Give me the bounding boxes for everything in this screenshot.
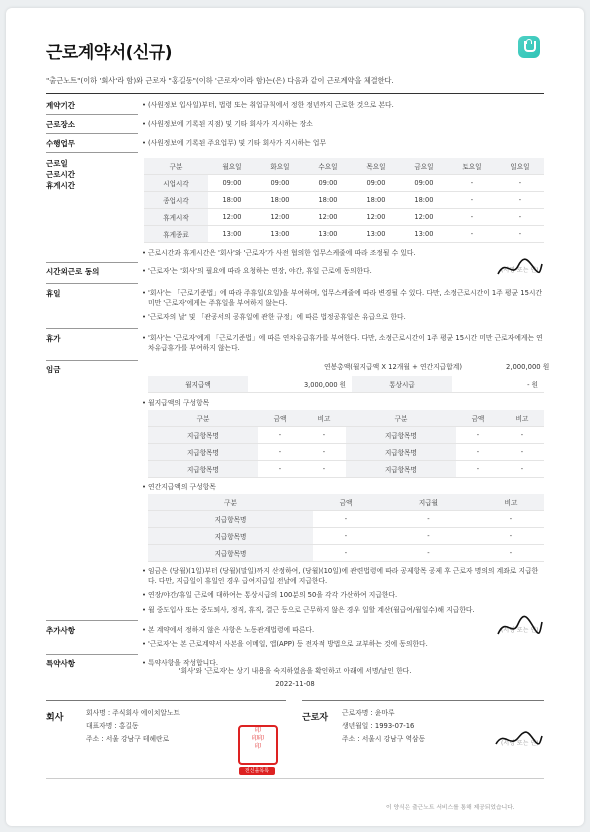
- table-header-cell: 구분: [148, 494, 313, 511]
- table-cell: 09:00: [400, 175, 448, 192]
- table-cell: 13:00: [304, 226, 352, 243]
- table-header-cell: 금요일: [400, 158, 448, 175]
- divider: [46, 700, 286, 701]
- app-logo-icon: [518, 36, 540, 58]
- footer-text: 이 양식은 출근노트 서비스를 통해 제공되었습니다.: [386, 805, 515, 811]
- table-cell: -: [258, 461, 302, 478]
- seal-caption: 전신을목록: [239, 767, 275, 775]
- intro-text: "출근노트"(이하 '회사'라 함)와 근로자 "홍길동"(이하 '근로자'이라 함)는(은) 다음과 같이 근로계약을 체결한다.: [46, 76, 394, 85]
- table-cell: 18:00: [352, 192, 400, 209]
- section-divider: [46, 114, 138, 115]
- signature-placeholder: (서명 또는 인): [501, 740, 539, 747]
- wage-note-1: • 임금은 (당월)(1일)부터 (당월)(말일)까지 산정하여, (당월)(10일)에 관련법령에 따라 공제항목 공제 후 근로자 명의의 계좌로 지급한다. 다만, 지급일이 휴일인 경우 급여지급일 전날에 지급한다.: [148, 566, 546, 586]
- monthly-items-table: [148, 410, 544, 478]
- divider: [302, 700, 544, 701]
- section-label-holiday: 휴일: [46, 289, 61, 298]
- monthly-items-body: [148, 427, 544, 478]
- table-header-cell: 구분: [144, 158, 208, 175]
- section-label-workhours: 근로시간: [46, 170, 75, 179]
- table-cell: -: [456, 461, 500, 478]
- table-cell: -: [500, 461, 544, 478]
- hours-note: • 근로시간과 휴게시간은 '회사'와 '근로자'가 사전 협의한 업무스케줄에 따라 조정될 수 있다.: [148, 248, 546, 258]
- table-cell: 13:00: [400, 226, 448, 243]
- holiday-text-2: • '근로자의 날' 및 「관공서의 공휴일에 관한 규정」에 따른 법정공휴일은 유급으로 한다.: [148, 312, 546, 322]
- monthly-item-row: [148, 444, 544, 461]
- section-label-special: 특약사항: [46, 659, 75, 668]
- section-label-period: 계약기간: [46, 101, 75, 110]
- table-cell: 휴게시작: [144, 209, 208, 226]
- table-cell: -: [478, 528, 544, 545]
- table-header-cell: 지급월: [379, 494, 478, 511]
- table-header-cell: 비고: [302, 410, 346, 427]
- duty-text: • (사원정보에 기록된 주요업무) 및 기타 회사가 지시하는 업무: [148, 138, 546, 148]
- table-cell: -: [379, 545, 478, 562]
- table-cell: -: [448, 209, 496, 226]
- annual-total-value: 2,000,000 원: [506, 363, 550, 371]
- table-cell: 09:00: [208, 175, 256, 192]
- table-cell: 18:00: [304, 192, 352, 209]
- table-header-cell: 금액: [456, 410, 500, 427]
- table-header-cell: 토요일: [448, 158, 496, 175]
- divider: [46, 93, 544, 94]
- monthly-value: 3,000,000 원: [248, 376, 352, 393]
- table-header-cell: 월요일: [208, 158, 256, 175]
- table-cell: 09:00: [304, 175, 352, 192]
- company-name: 회사명 : 주식회사 에이치알노트: [86, 709, 181, 717]
- section-label-place: 근로장소: [46, 120, 75, 129]
- schedule-row: [144, 175, 544, 192]
- table-cell: -: [302, 461, 346, 478]
- wage-summary-table: [148, 376, 544, 393]
- table-cell: 휴게종료: [144, 226, 208, 243]
- table-cell: 지급항목명: [148, 444, 258, 461]
- table-header-cell: 비고: [478, 494, 544, 511]
- table-cell: 지급항목명: [148, 461, 258, 478]
- table-cell: 13:00: [208, 226, 256, 243]
- table-cell: 09:00: [256, 175, 304, 192]
- page-title: 근로계약서(신규): [46, 43, 172, 63]
- table-cell: -: [258, 444, 302, 461]
- section-label-leave: 휴가: [46, 334, 61, 343]
- table-cell: 13:00: [256, 226, 304, 243]
- table-cell: 18:00: [256, 192, 304, 209]
- wage-note-2: • 연장/야간/휴일 근로에 대하여는 통상시급의 100분의 50을 각각 가산하여 지급한다.: [148, 590, 546, 600]
- table-header-cell: 일요일: [496, 158, 544, 175]
- table-header-cell: 구분: [346, 410, 456, 427]
- table-cell: -: [302, 444, 346, 461]
- section-divider: [46, 360, 138, 361]
- table-cell: 지급항목명: [346, 461, 456, 478]
- table-cell: 12:00: [208, 209, 256, 226]
- monthly-label: 월지급액: [148, 376, 248, 393]
- wage-note-3: • 월 중도입사 또는 중도퇴사, 정직, 휴직, 결근 등으로 근무하지 않은 경우 일할 계산(월급여/월일수)해 지급한다.: [148, 605, 546, 615]
- table-cell: 지급항목명: [346, 427, 456, 444]
- company-seal-icon: 印 印印 印: [238, 725, 278, 765]
- company-address: 주소 : 서울 강남구 테헤란로: [86, 735, 170, 743]
- schedule-row: [144, 192, 544, 209]
- table-cell: 지급항목명: [148, 528, 313, 545]
- table-cell: -: [478, 511, 544, 528]
- table-cell: 13:00: [352, 226, 400, 243]
- annual-total-label: 연봉총액(월지급액 X 12개월 + 연간지급합계): [324, 363, 462, 371]
- signature-icon: [492, 726, 544, 752]
- company-label: 회사: [46, 713, 64, 723]
- extra-text-1: • 본 계약에서 정하지 않은 사항은 노동관계법령에 따른다.: [148, 625, 478, 635]
- table-cell: 시업시각: [144, 175, 208, 192]
- worker-label: 근로자: [302, 713, 329, 723]
- table-cell: -: [456, 427, 500, 444]
- table-cell: 18:00: [208, 192, 256, 209]
- section-label-workday: 근로일: [46, 159, 68, 168]
- overtime-text: • '근로자'는 '회사'의 필요에 따라 요청하는 연장, 야간, 휴일 근로에 동의한다.: [148, 266, 488, 276]
- table-cell: 09:00: [352, 175, 400, 192]
- extra-text-2: • '근로자'는 본 근로계약서 사본을 이메일, 앱(APP) 등 전자적 방법으로 교부하는 것에 동의한다.: [148, 639, 478, 649]
- schedule-table: [144, 158, 544, 243]
- monthly-items-header: [148, 410, 544, 427]
- table-cell: -: [496, 209, 544, 226]
- section-divider: [46, 328, 138, 329]
- monthly-item-row: [148, 427, 544, 444]
- table-cell: 18:00: [400, 192, 448, 209]
- annual-item-row: [148, 545, 544, 562]
- annual-items-body: [148, 511, 544, 562]
- special-text: • 특약사항을 작성합니다.: [148, 658, 546, 668]
- table-cell: 12:00: [400, 209, 448, 226]
- table-cell: -: [448, 192, 496, 209]
- signature-placeholder: (서명 또는 인): [501, 267, 539, 274]
- section-divider: [46, 262, 138, 263]
- worker-name: 근로자명 : 윤마루: [342, 709, 395, 717]
- table-cell: -: [313, 511, 379, 528]
- table-header-cell: 구분: [148, 410, 258, 427]
- section-divider: [46, 133, 138, 134]
- section-label-breaktime: 휴게시간: [46, 181, 75, 190]
- table-cell: -: [500, 427, 544, 444]
- table-cell: -: [456, 444, 500, 461]
- divider: [46, 778, 544, 779]
- table-cell: -: [313, 545, 379, 562]
- section-divider: [46, 283, 138, 284]
- annual-item-row: [148, 528, 544, 545]
- table-cell: -: [500, 444, 544, 461]
- contract-date: 2022-11-08: [275, 680, 315, 688]
- worker-birth: 생년월일 : 1993-07-16: [342, 722, 415, 730]
- table-cell: 12:00: [352, 209, 400, 226]
- table-cell: 12:00: [304, 209, 352, 226]
- table-cell: -: [379, 511, 478, 528]
- table-cell: -: [448, 226, 496, 243]
- schedule-row: [144, 209, 544, 226]
- table-cell: 지급항목명: [346, 444, 456, 461]
- table-cell: -: [258, 427, 302, 444]
- table-cell: 12:00: [256, 209, 304, 226]
- company-rep: 대표자명 : 홍길동: [86, 722, 139, 730]
- table-header-cell: 금액: [258, 410, 302, 427]
- leave-text: • '회사'는 '근로자'에게 「근로기준법」에 따른 연차유급휴가를 부여한다. 다만, 소정근로시간이 1주 평균 15시간 미만 근로자에게는 연차유급휴가를 부여하지 않는다.: [148, 333, 546, 353]
- table-cell: -: [313, 528, 379, 545]
- period-text: • (사원정보 입사일)부터, 법령 또는 취업규칙에서 정한 정년까지 근로한 것으로 본다.: [148, 100, 546, 110]
- section-divider: [46, 152, 138, 153]
- table-cell: -: [379, 528, 478, 545]
- monthly-item-row: [148, 461, 544, 478]
- table-cell: 종업시각: [144, 192, 208, 209]
- table-cell: -: [496, 226, 544, 243]
- hourly-label: 통상시급: [352, 376, 452, 393]
- annual-items-title: • 연간지급액의 구성항목: [148, 482, 546, 492]
- place-text: • (사원정보에 기록된 지점) 및 기타 회사가 지시하는 장소: [148, 119, 546, 129]
- table-cell: 지급항목명: [148, 545, 313, 562]
- schedule-body: [144, 175, 544, 243]
- table-cell: -: [448, 175, 496, 192]
- section-label-overtime: 시간외근로 동의: [46, 267, 100, 276]
- table-header-cell: 비고: [500, 410, 544, 427]
- closing-text: '회사'와 '근로자'는 상기 내용을 숙지하였음을 확인하고 아래에 서명/날인 한다.: [178, 667, 412, 675]
- table-cell: -: [496, 192, 544, 209]
- annual-items-table: [148, 494, 544, 562]
- signature-icon: [494, 256, 544, 280]
- table-cell: -: [496, 175, 544, 192]
- annual-item-row: [148, 511, 544, 528]
- table-cell: 지급항목명: [148, 427, 258, 444]
- section-divider: [46, 654, 138, 655]
- section-label-extra: 추가사항: [46, 626, 75, 635]
- table-header-cell: 수요일: [304, 158, 352, 175]
- monthly-items-title: • 월지급액의 구성항목: [148, 398, 546, 408]
- table-header-cell: 목요일: [352, 158, 400, 175]
- table-cell: -: [302, 427, 346, 444]
- holiday-text-1: • '회사'는 「근로기준법」에 따라 주휴일(요일)을 부여하며, 업무스케줄에 따라 변경될 수 있다. 다만, 소정근로시간이 1주 평균 15시간 미만 '근로자'에게는 주휴일을 부여하지 않는다.: [148, 288, 546, 308]
- section-label-duty: 수행업무: [46, 139, 75, 148]
- schedule-header-row: [144, 158, 544, 175]
- annual-items-header: [148, 494, 544, 511]
- worker-address: 주소 : 서울시 강남구 역삼동: [342, 735, 426, 743]
- schedule-row: [144, 226, 544, 243]
- table-cell: -: [478, 545, 544, 562]
- signature-placeholder: (서명 또는 인): [501, 627, 539, 634]
- table-cell: 지급항목명: [148, 511, 313, 528]
- section-label-wage: 임금: [46, 365, 61, 374]
- hourly-value: - 원: [452, 376, 544, 393]
- table-header-cell: 금액: [313, 494, 379, 511]
- table-header-cell: 화요일: [256, 158, 304, 175]
- signature-icon: [494, 614, 544, 640]
- contract-page: [6, 8, 584, 826]
- section-divider: [46, 620, 138, 621]
